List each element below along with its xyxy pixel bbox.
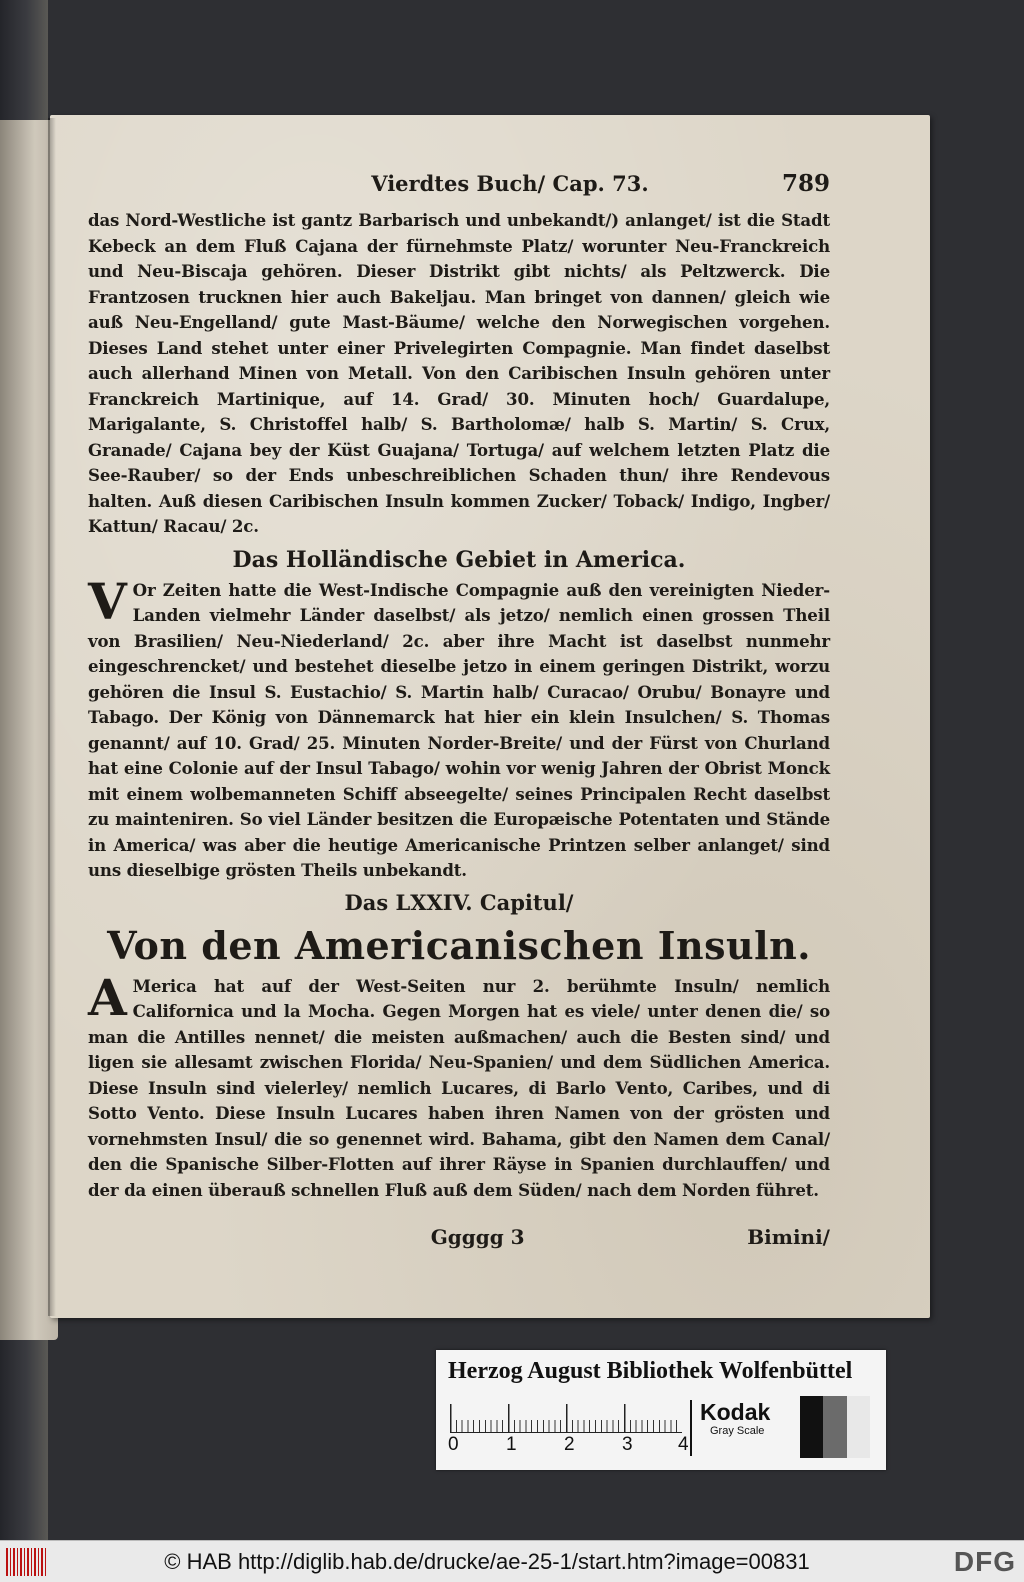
page-header <box>88 170 830 206</box>
running-title: Vierdtes Buch/ Cap. 73. <box>371 171 649 196</box>
copyright-link[interactable]: © HAB http://diglib.hab.de/drucke/ae-25-1/start.htm?image=00831 <box>164 1549 810 1574</box>
chapter-heading: Das LXXIV. Capitul/ <box>344 889 574 915</box>
gray-patches <box>800 1396 870 1458</box>
dropcap-v: V <box>88 571 127 631</box>
paragraph-american-islands-body: Merica hat auf der West-Seiten nur 2. berühmte Insuln/ nemlich Californica und la Mocha. Gegen Morgen hat es viele/ unter denen die/ so man die Antilles nennet/ die meisten außmachen/ auch die Besten sind/ und ligen sie allesamt zwischen Florida/ Neu-Spanien/ und dem Südlichen America. Diese Insuln sind vielerley/ nemlich Lucares, di Barlo Vento, Caribes, und di Sotto Vento. Diese Insuln Lucares haben ihren Namen von der grösten und vornehmsten Insul/ die so genennet wird. Bahama, gibt den Namen dem Canal/ den die Spanische Silber-Flotten auf ihrer Räyse in Spanien durchlauffen/ und der da einen überauß schnellen Fluß auß dem Süden/ nach dem Norden führet. <box>88 975 830 1200</box>
catchword: Bimini/ <box>747 1225 830 1249</box>
gray-scale-label: Gray Scale <box>710 1425 765 1437</box>
ruler-label: 3 <box>622 1434 633 1455</box>
page-gutter-shadow <box>48 118 56 1316</box>
ruler-label: 4 <box>678 1434 689 1455</box>
viewer-footer-bar <box>0 1540 1024 1582</box>
page-text <box>88 170 830 1249</box>
ruler-label: 1 <box>506 1434 517 1455</box>
dfg-logo: DFG <box>953 1546 1016 1577</box>
kodak-brand: Kodak <box>700 1399 771 1425</box>
library-name: Herzog August Bibliothek Wolfenbüttel <box>448 1358 853 1384</box>
page-number: 789 <box>781 170 830 197</box>
paragraph-dutch-territory <box>88 571 830 884</box>
gray-patch-mid <box>823 1396 846 1458</box>
kodak-label <box>700 1400 770 1438</box>
card-divider <box>690 1400 692 1456</box>
gray-patch-white <box>847 1396 870 1458</box>
signature-mark: Ggggg 3 <box>430 1225 525 1249</box>
scale-ruler-major-ticks <box>450 1398 682 1432</box>
dropcap-a: A <box>88 967 127 1027</box>
ruler-label: 0 <box>448 1434 459 1455</box>
page-footer <box>88 1225 830 1249</box>
paragraph-dutch-territory-body: Or Zeiten hatte die West-Indische Compagnie auß den vereinigten Nieder-Landen vielmehr Länder daselbst/ als jetzo/ nemlich einen grossen Theil von Brasilien/ Neu-Niederland/ 2c. aber ihre Macht ist daselbst nunmehr eingeschrencket/ und bestehet dieselbe jetzo in einem geringen Distrikt, worzu gehören die Insul S. Eustachio/ S. Martin halb/ Curacao/ Orubu/ Bonayre und Tabago. Der König von Dännemarck hat hier ein klein Insulchen/ S. Thomas genannt/ auf 10. Grad/ 25. Minuten Norder-Breite/ und der Fürst von Churland hat eine Colonie auf der Insul Tabago/ wohin vor wenig Jahren der Obrist Monck mit einem wolbemanneten Schiff abseegelte/ seines Principalen Recht daselbst zu mainteniren. So viel Länder besitzen die Europæische Potentaten und Stände in America/ was aber die heutige Americanische Printzen selber anlanget/ sind uns dieselbige grösten Theils unbekandt. <box>88 579 830 880</box>
paragraph-american-islands <box>88 967 830 1204</box>
ruler-label: 2 <box>564 1434 575 1455</box>
chapter-title: Von den Americanischen Insuln. <box>107 922 811 968</box>
paragraph-french-territories: das Nord-Westliche ist gantz Barbarisch und unbekandt/) anlanget/ ist die Stadt Kebeck an dem Fluß Cajana der fürnehmste Platz/ worunter Neu-Franckreich und Neu-Biscaja gehören. Dieser Distrikt gibt nichts/ als Peltzwerck. Die Frantzosen trucknen hier auch Bakeljau. Man bringet von dannen/ gleich wie auß Neu-Engelland/ gute Mast-Bäume/ welche den Norwegischen vorgehen. Dieses Land stehet unter einer Privelegirten Compagnie. Man findet daselbst auch allerhand Minen von Metall. Von den Caribischen Insuln gehören unter Franckreich Martinique, auf 14. Grad/ 30. Minuten hoch/ Guardalupe, Marigalante, S. Christoffel halb/ S. Bartholomæ/ halb S. Martin/ S. Crux, Granade/ Cajana bey der Küst Guajana/ Tortuga/ auf welchem letzten Platz die See-Rauber/ so der Ends unbeschreiblichen Schaden thun/ ihre Rendevous halten. Auß diesen Caribischen Insuln kommen Zucker/ Toback/ Indigo, Ingber/ Kattun/ Racau/ 2c. <box>88 210 830 536</box>
gray-patch-black <box>800 1396 823 1458</box>
section-heading-dutch-territory: Das Holländische Gebiet in America. <box>232 546 686 573</box>
hab-barcode-icon <box>6 1548 48 1576</box>
color-reference-card <box>436 1350 886 1470</box>
